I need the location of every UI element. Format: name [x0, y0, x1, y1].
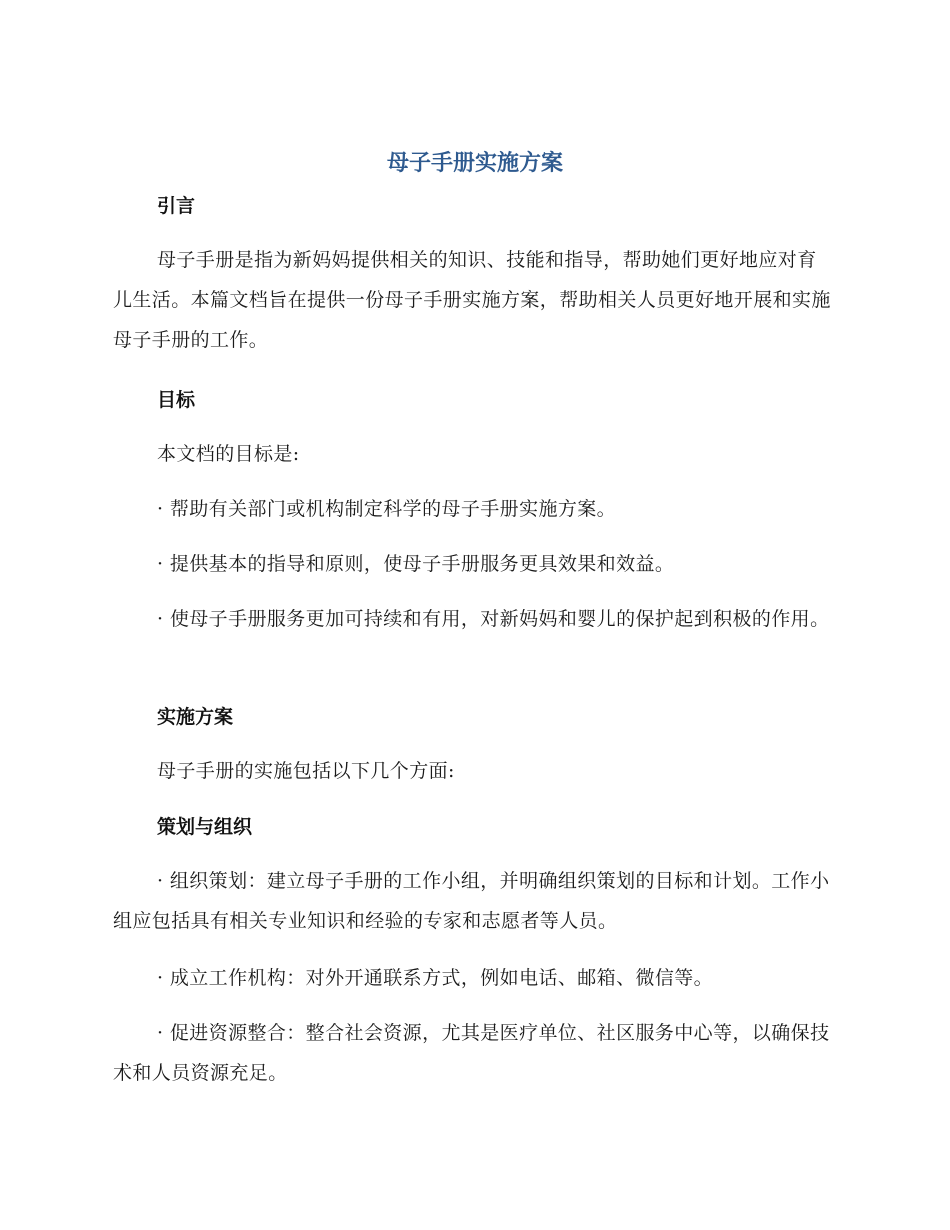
org-item-1: · 组织策划：建立母子手册的工作小组，并明确组织策划的目标和计划。工作小组应包括具有相关专业知识和经验的专家和志愿者等人员。	[113, 870, 830, 932]
plan-intro: 母子手册的实施包括以下几个方面:	[157, 760, 455, 782]
goal-item-2: · 提供基本的指导和原则，使母子手册服务更具效果和效益。	[157, 553, 675, 575]
section-heading-organization: 策划与组织	[157, 816, 253, 838]
section-heading-intro: 引言	[157, 195, 196, 217]
section-heading-goal: 目标	[157, 389, 196, 411]
document-title: 母子手册实施方案	[386, 151, 563, 176]
org-item-2: · 成立工作机构：对外开通联系方式，例如电话、邮箱、微信等。	[157, 967, 714, 989]
org-item-3: · 促进资源整合：整合社会资源，尤其是医疗单位、社区服务中心等，以确保技术和人员资源充足。	[113, 1022, 830, 1084]
goal-intro: 本文档的目标是:	[157, 443, 300, 465]
section-heading-plan: 实施方案	[157, 706, 234, 728]
goal-item-1: · 帮助有关部门或机构制定科学的母子手册实施方案。	[157, 498, 617, 520]
intro-paragraph: 母子手册是指为新妈妈提供相关的知识、技能和指导，帮助她们更好地应对育儿生活。本篇文档旨在提供一份母子手册实施方案，帮助相关人员更好地开展和实施母子手册的工作。	[113, 249, 831, 351]
goal-item-3: · 使母子手册服务更加可持续和有用，对新妈妈和婴儿的保护起到积极的作用。	[157, 608, 830, 630]
